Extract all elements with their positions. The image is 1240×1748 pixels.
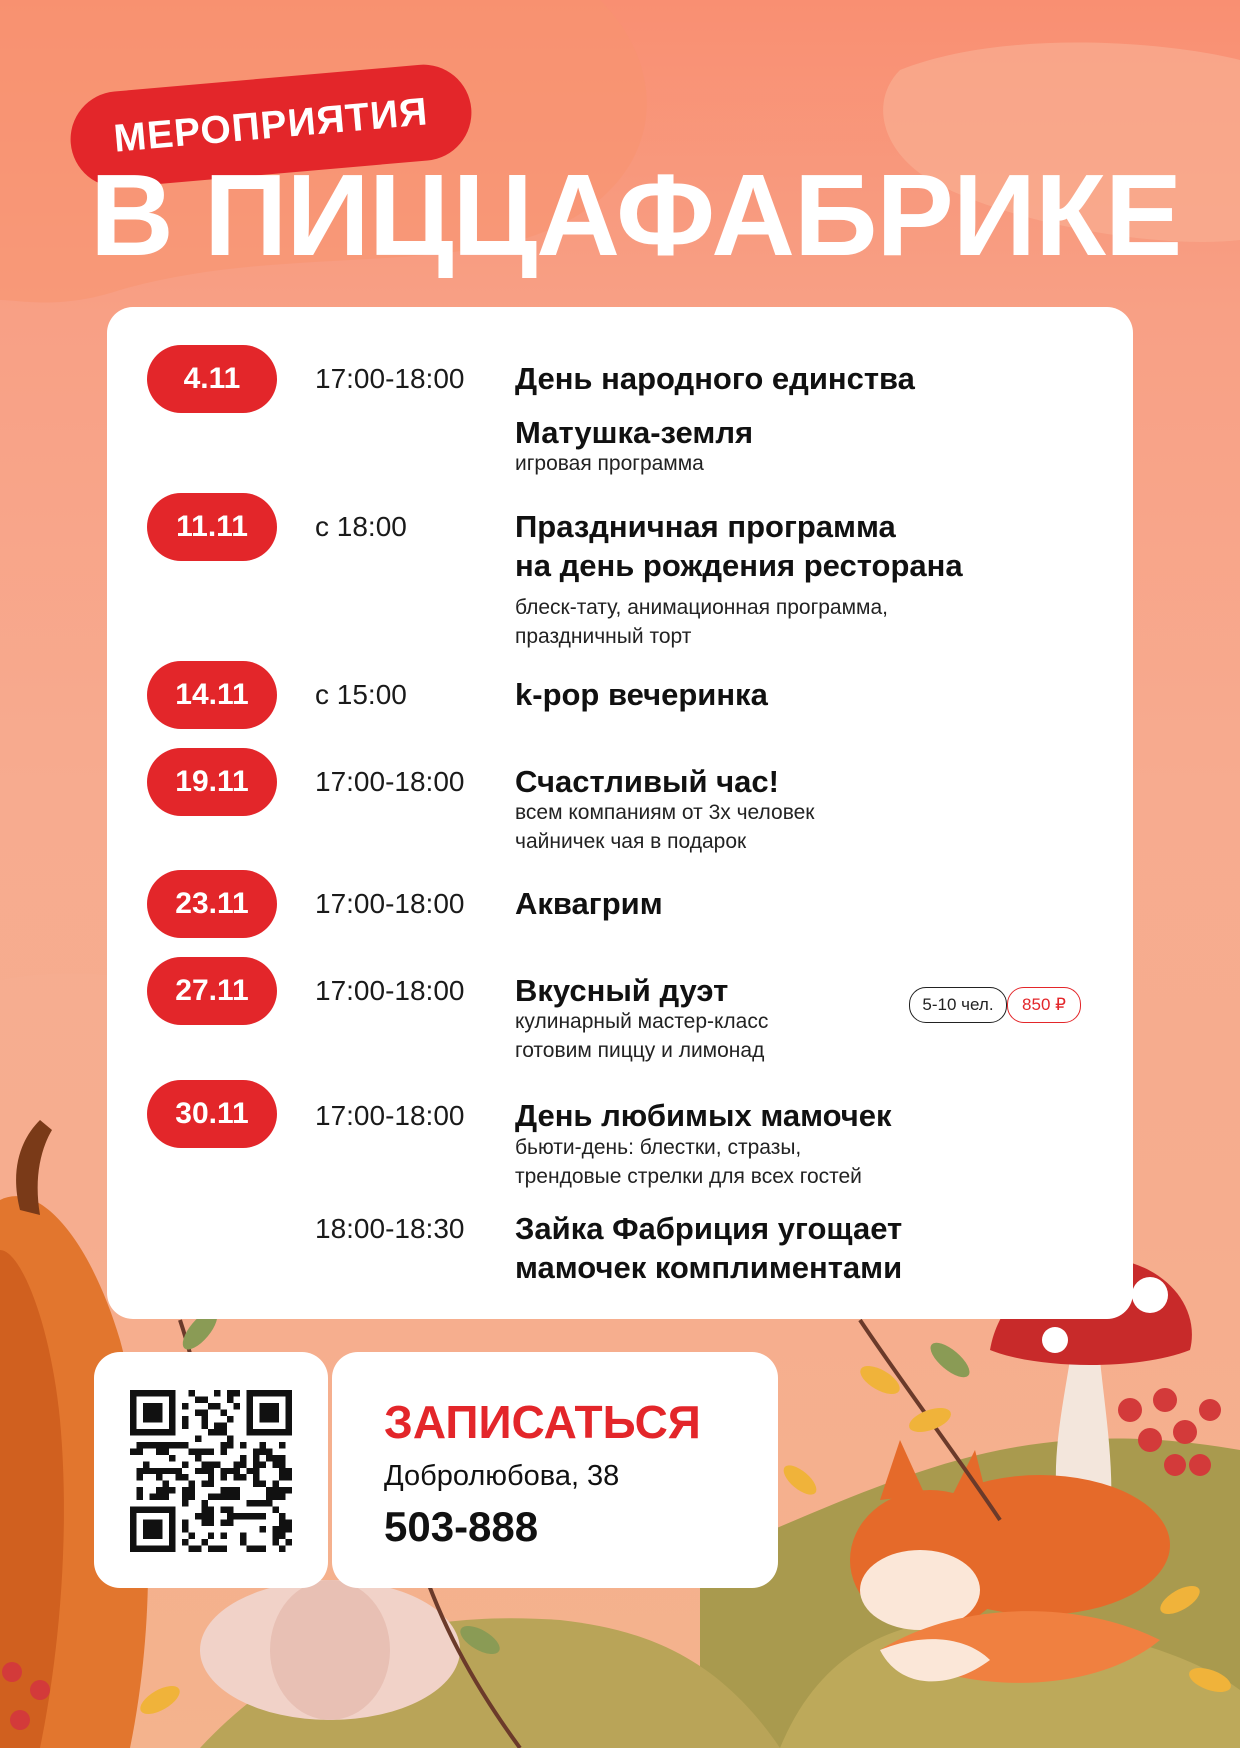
event-title: Аквагрим: [515, 886, 663, 921]
address: Добролюбова, 38: [384, 1460, 620, 1492]
event-description: всем компаниям от 3х человек: [515, 801, 815, 824]
date-badge: 27.11: [147, 957, 277, 1025]
event-time: 17:00-18:00: [315, 363, 465, 394]
event-description: игровая программа: [515, 452, 704, 475]
event-title-line2: на день рождения ресторана: [515, 548, 963, 583]
event-time-secondary: 18:00-18:30: [315, 1213, 465, 1244]
date-badge: 4.11: [147, 345, 277, 413]
event-title: k-pop вечеринка: [515, 677, 768, 712]
phone-number[interactable]: 503-888: [384, 1503, 539, 1550]
event-title: День народного единства: [515, 361, 915, 396]
event-time: с 18:00: [315, 511, 407, 542]
event-title-secondary: Зайка Фабриция угощает: [515, 1211, 903, 1246]
event-description: блеск-тату, анимационная программа,: [515, 596, 888, 619]
event-description-line2: трендовые стрелки для всех гостей: [515, 1165, 862, 1188]
group-size-tag: 5-10 чел.: [909, 987, 1007, 1023]
event-description-line2: праздничный торт: [515, 625, 692, 648]
date-badge: 19.11: [147, 748, 277, 816]
qr-code[interactable]: [130, 1390, 292, 1552]
date-badge: 14.11: [147, 661, 277, 729]
event-title-secondary-line2: мамочек комплиментами: [515, 1250, 903, 1285]
date-badge: 11.11: [147, 493, 277, 561]
qr-card: [94, 1352, 328, 1588]
date-badge: 30.11: [147, 1080, 277, 1148]
event-title-secondary: Матушка-земля: [515, 415, 754, 450]
event-title: Вкусный дуэт: [515, 973, 729, 1008]
event-time: 17:00-18:00: [315, 975, 465, 1006]
schedule-card: [107, 307, 1133, 1319]
events-badge: МЕРОПРИЯТИЯ: [67, 61, 476, 192]
event-time: с 15:00: [315, 679, 407, 710]
event-title: День любимых мамочек: [515, 1098, 892, 1133]
price-tag: 850 ₽: [1007, 987, 1081, 1023]
page-title: В ПИЦЦАФАБРИКЕ: [90, 150, 1182, 280]
signup-label[interactable]: ЗАПИСАТЬСЯ: [384, 1396, 701, 1448]
event-time: 17:00-18:00: [315, 888, 465, 919]
event-description-line2: чайничек чая в подарок: [515, 830, 747, 853]
signup-card: [332, 1352, 778, 1588]
event-title: Счастливый час!: [515, 764, 779, 799]
event-description: бьюти-день: блестки, стразы,: [515, 1136, 802, 1159]
event-description-line2: готовим пиццу и лимонад: [515, 1039, 765, 1062]
event-time: 17:00-18:00: [315, 1100, 465, 1131]
event-time: 17:00-18:00: [315, 766, 465, 797]
event-title: Праздничная программа: [515, 509, 896, 544]
date-badge: 23.11: [147, 870, 277, 938]
event-description: кулинарный мастер-класс: [515, 1010, 769, 1033]
